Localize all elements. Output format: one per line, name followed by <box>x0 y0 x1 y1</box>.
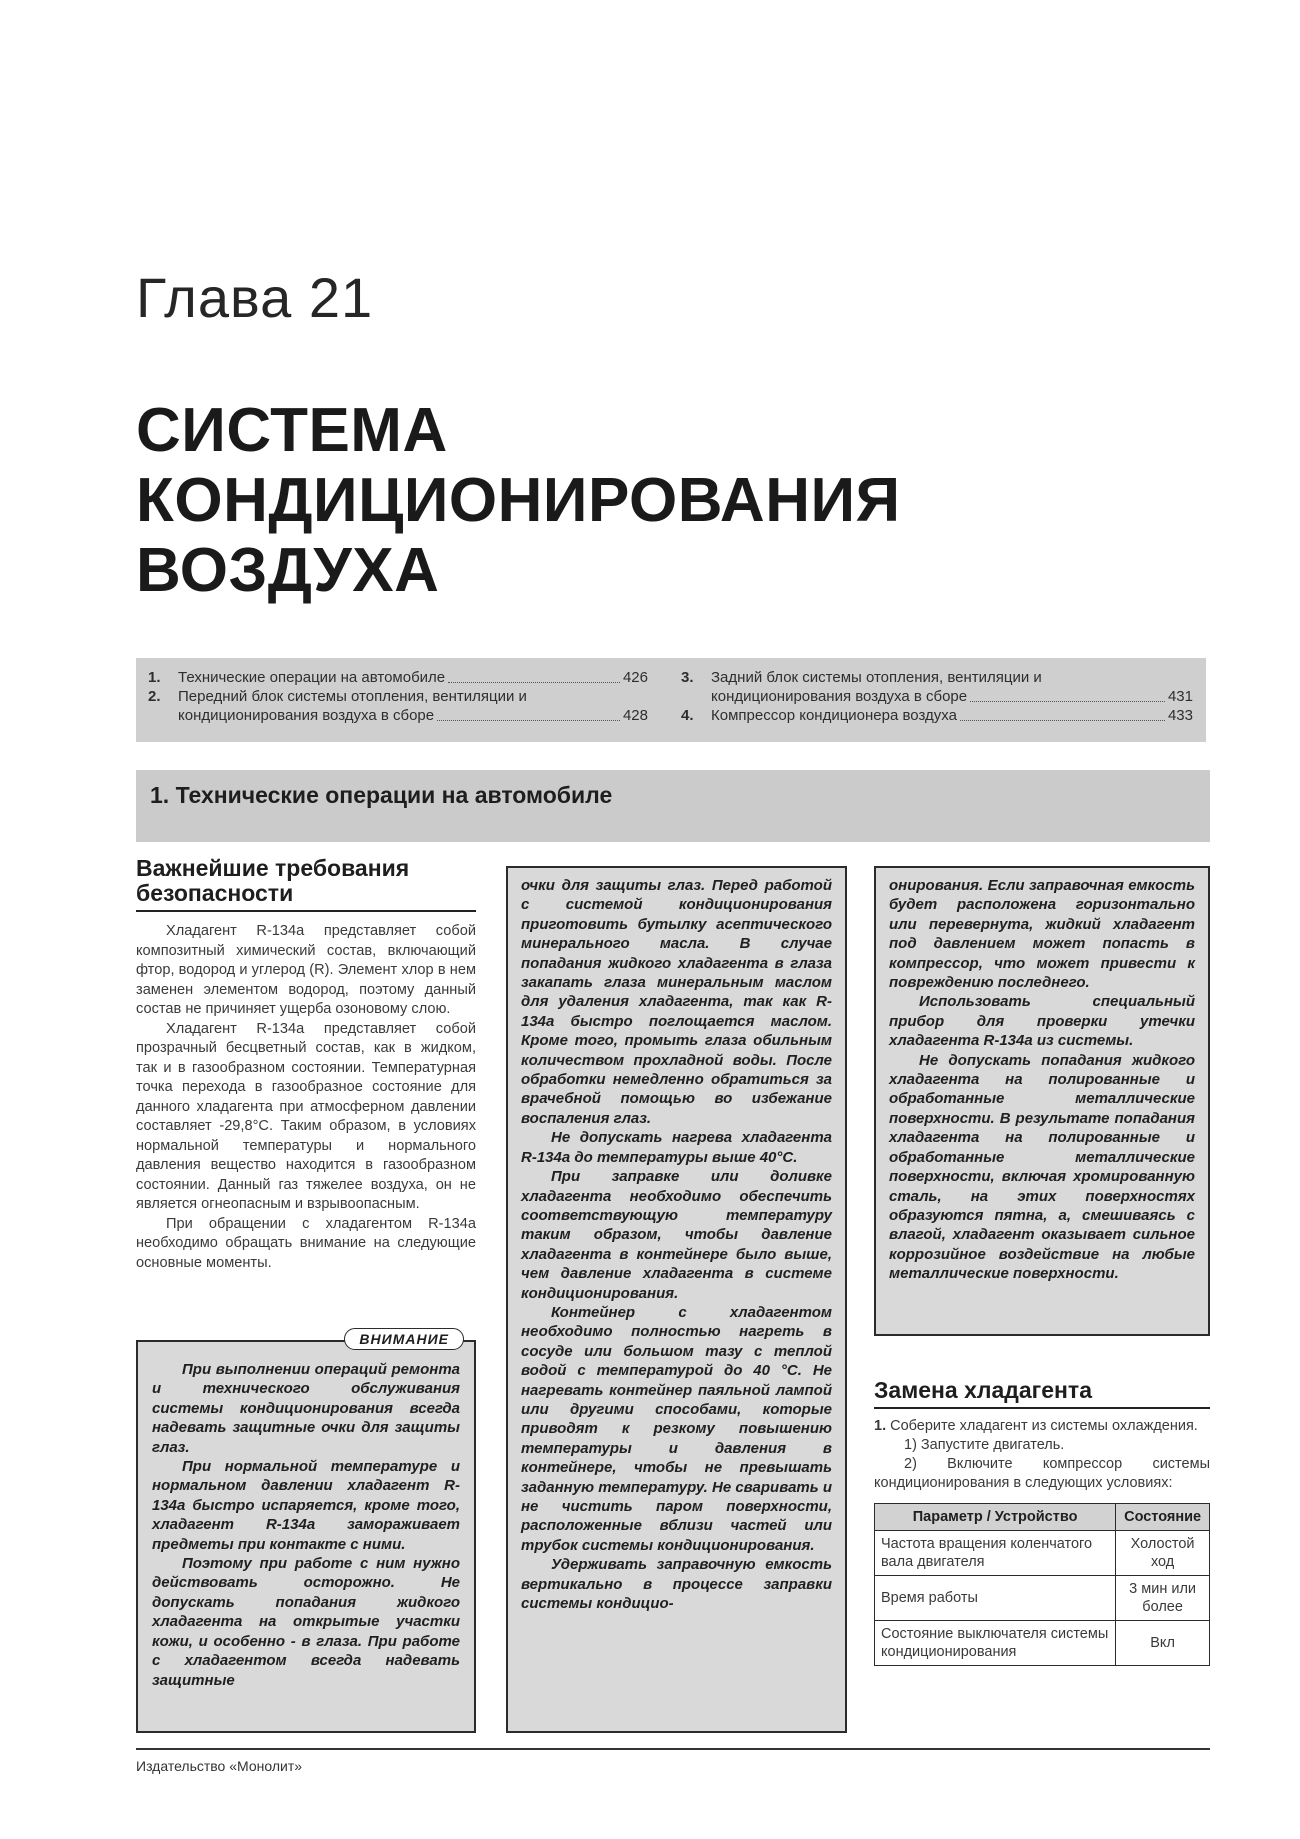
toc-item-1[interactable] <box>148 668 648 687</box>
paragraph: Хладагент R-134a представляет собой прозрачный бесцветный состав, как в жидком, так и в газообразном состоянии. Температурная точка перехода в газообразное состояние для данного хладагента при атмосферном давлении составляет -29,8°C. Таким образом, в условиях нормальной температуры и нормального давления вещество находится в газообразном состоянии. Данный газ тяжелее воздуха, он не является огнеопасным и взрывоопасным. <box>136 1020 476 1212</box>
table-cell: Состояние выключателя системы кондиционирования <box>875 1621 1116 1666</box>
table-row <box>875 1531 1210 1576</box>
toc-item-label: Компрессор кондиционера воздуха <box>711 707 957 724</box>
replacement-heading: Замена хладагента <box>874 1377 1092 1403</box>
step-1-1: 1) Запустите двигатель. <box>904 1437 1065 1453</box>
column-1 <box>136 856 476 1273</box>
toc-column-right <box>681 668 1193 725</box>
toc-item-page: 428 <box>622 707 648 724</box>
title-line-3: ВОЗДУХА <box>136 536 440 605</box>
table-cell: Холостой ход <box>1116 1531 1210 1576</box>
safety-heading: Важнейшие требования безопасности <box>136 855 410 906</box>
footer-rule <box>136 1748 1210 1750</box>
caution-box-end <box>874 866 1210 1336</box>
page-title <box>136 396 901 606</box>
toc-item-3[interactable] <box>681 668 1193 706</box>
heading-rule <box>874 1407 1210 1409</box>
section-title: 1. Технические операции на автомобиле <box>150 782 613 808</box>
warning-paragraph: Поэтому при работе с ним нужно действовать осторожно. Не допускать попадания жидкого хладагента на открытые участки кожи, и особенно - в глаза. При работе с хладагентом всегда надевать защитные <box>152 1555 460 1689</box>
toc-item-label: Технические операции на автомобиле <box>178 669 446 686</box>
toc-item-label-cont: кондиционирования воздуха в сборе <box>178 707 435 724</box>
section-header-bar <box>136 770 1210 842</box>
toc-item-2[interactable] <box>148 687 648 725</box>
toc-item-number: 4. <box>681 707 694 724</box>
toc-column-left <box>148 668 648 725</box>
refrigerant-replacement-section <box>874 1378 1210 1666</box>
replacement-steps <box>874 1417 1210 1493</box>
title-line-1: СИСТЕМА <box>136 396 448 465</box>
caution-paragraph: онирования. Если заправочная емкость будет расположена горизонтально или перевернута, жидкий хладагент под давлением может попасть в компрессор, что может привести к повреждению последнего. <box>889 877 1195 992</box>
warning-text <box>138 1342 474 1698</box>
warning-paragraph: При нормальной температуре и нормальном давлении хладагент R-134a быстро испаряется, кроме того, хладагент R-134a замораживает предметы при контакте с ними. <box>152 1458 460 1553</box>
caution-text <box>508 868 845 1621</box>
caution-paragraph: Удерживать заправочную емкость вертикально в процессе заправки системы кондицио- <box>521 1556 832 1613</box>
table-of-contents <box>136 658 1206 742</box>
table-cell: 3 мин или более <box>1116 1576 1210 1621</box>
chapter-label: Глава 21 <box>136 266 374 329</box>
toc-item-page: 426 <box>622 669 648 686</box>
conditions-table <box>874 1503 1210 1666</box>
table-row <box>875 1621 1210 1666</box>
caution-paragraph: очки для защиты глаз. Перед работой с системой кондиционирования приготовить бутылку асептического минерального масла. В случае попадания жидкого хладагента в глаза закапать глаза минеральным маслом для удаления хладагента, так как R-134a быстро поглощается маслом. Кроме того, промыть глаза обильным количеством прохладной воды. После обработки немедленно обратиться за врачебной помощью во избежание воспаления глаз. <box>521 877 832 1127</box>
table-header: Параметр / Устройство <box>875 1504 1116 1531</box>
step-1: 1. Соберите хладагент из системы охлаждения. <box>874 1418 1198 1434</box>
paragraph: Хладагент R-134a представляет собой композитный химический состав, включающий фтор, водород и углерод (R). Элемент хлор в нем заменен элементом водород, поэтому данный состав не причиняет ущерба озоновому слою. <box>136 923 476 1017</box>
toc-item-4[interactable] <box>681 706 1193 725</box>
toc-item-number: 3. <box>681 669 694 686</box>
toc-item-label-cont: кондиционирования воздуха в сборе <box>711 688 968 705</box>
publisher-footer: Издательство «Монолит» <box>136 1758 303 1774</box>
safety-text <box>136 922 476 1273</box>
toc-item-label: Задний блок системы отопления, вентиляции и <box>711 669 1042 686</box>
table-cell: Время работы <box>875 1576 1116 1621</box>
caution-paragraph: Не допускать нагрева хладагента R-134a до температуры выше 40°C. <box>521 1129 832 1166</box>
toc-item-page: 431 <box>1167 688 1193 705</box>
heading-rule <box>136 910 476 912</box>
table-header: Состояние <box>1116 1504 1210 1531</box>
paragraph: При обращении с хладагентом R-134a необходимо обращать внимание на следующие основные моменты. <box>136 1215 476 1271</box>
title-line-2: КОНДИЦИОНИРОВАНИЯ <box>136 466 901 535</box>
caution-paragraph: Использовать специальный прибор для проверки утечки хладагента R-134a из системы. <box>889 993 1195 1050</box>
toc-item-page: 433 <box>1167 707 1193 724</box>
step-1-2: 2) Включите компрессор системы кондиционирования в следующих условиях: <box>874 1456 1210 1491</box>
toc-item-label: Передний блок системы отопления, вентиляции и <box>178 688 527 705</box>
caution-paragraph: Контейнер с хладагентом необходимо полностью нагреть в сосуде или большом тазу с теплой водой с температурой до 40 °C. Не нагревать контейнер паяльной лампой или другими способами, которые приводят к резкому повышению температуры и давления в контейнере, чтобы не превышать заданную температуру. Не сваривать и не чистить паром поверхности, расположенные вблизи частей или трубок системы кондиционирования. <box>521 1303 832 1554</box>
table-row <box>875 1576 1210 1621</box>
warning-label: ВНИМАНИЕ <box>344 1328 464 1350</box>
caution-box-continued <box>506 866 847 1733</box>
warning-box <box>136 1331 476 1733</box>
caution-paragraph: Не допускать попадания жидкого хладагента на полированные и обработанные металлические поверхности. В результате попадания хладагента на полированные и обработанные металлические поверхности, включая хромированную сталь, на этих поверхностях образуются пятна, а, смешиваясь с влагой, хладагент оказывает сильное коррозийное воздействие на любые металлические поверхности. <box>889 1051 1195 1283</box>
table-cell: Вкл <box>1116 1621 1210 1666</box>
caution-text-end <box>876 868 1208 1292</box>
table-cell: Частота вращения коленчатого вала двигателя <box>875 1531 1116 1576</box>
caution-paragraph: При заправке или доливке хладагента необходимо обеспечить соответствующую температуру таким образом, чтобы давление хладагента в контейнере было выше, чем давление хладагента в системе кондиционирования. <box>521 1168 832 1302</box>
warning-paragraph: При выполнении операций ремонта и технического обслуживания системы кондиционирования всегда надевать защитные очки для защиты глаз. <box>152 1361 460 1456</box>
toc-item-number: 2. <box>148 688 161 705</box>
toc-item-number: 1. <box>148 669 161 686</box>
